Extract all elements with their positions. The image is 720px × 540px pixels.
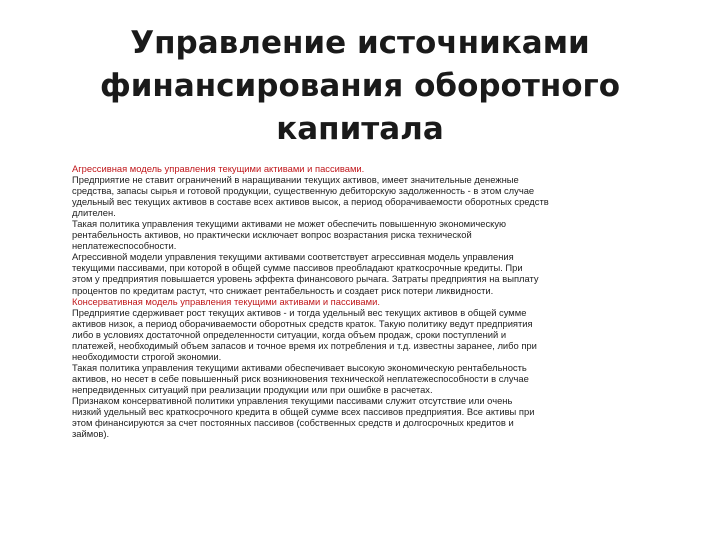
text-line: займов). [72, 428, 110, 440]
title-line: капитала [276, 111, 444, 147]
text-line: этом финансируются за счет постоянных пассивов (собственных средств и долгосрочных кредитов и [72, 417, 514, 429]
text-line: Агрессивная модель управления текущими активами и пассивами. [72, 163, 365, 174]
text-line: Такая политика управления текущими активами не может обеспечить повышенную экономическую [72, 218, 507, 230]
section-heading [72, 163, 646, 174]
title-line: финансирования оборотного [99, 68, 621, 104]
text-line: текущими пассивами, при которой в общей сумме пассивов преобладают краткосрочные кредиты. При [72, 262, 523, 274]
text-line: либо в условиях достаточной определенности ситуации, когда объем продаж, сроки поступлений и [72, 328, 507, 340]
text-line: Такая политика управления текущими активами обеспечивает высокую экономическую рентабельность [72, 361, 527, 373]
paragraph [72, 362, 646, 395]
slide-body-text [72, 163, 646, 439]
paragraph [72, 395, 646, 439]
text-line: платежей, необходимый объем запасов и точное время их потребления и т.д. известны заранее, либо при [72, 339, 537, 351]
paragraph [72, 307, 646, 362]
text-line: удельный вес текущих активов в составе всех активов высок, а период оборачиваемости оборотных средств [72, 196, 549, 208]
text-line: длителен. [72, 207, 116, 219]
text-line: Предприятие не ставит ограничений в наращивании текущих активов, имеет значительные денежные [72, 174, 519, 186]
text-line: низкий удельный вес краткосрочного кредита в общей сумме всех пассивов предприятия. Все активы при [72, 406, 535, 418]
text-line: неплатежеспособности. [72, 240, 177, 252]
text-line: активов, но несет в себе повышенный риск возникновения технической неплатежеспособности в случае [72, 372, 529, 384]
text-line: необходимости строгой экономии. [72, 350, 222, 362]
paragraph [72, 251, 646, 295]
text-line: активов низок, а период оборачиваемости оборотных средств краток. Такую политику ведут предприятия [72, 317, 533, 329]
text-line: Консервативная модель управления текущими активами и пассивами. [72, 295, 380, 307]
paragraph [72, 174, 646, 218]
text-line: средства, запасы сырья и готовой продукции, существенную дебиторскую задолженность - в этом случае [72, 185, 535, 197]
text-line: этом у предприятия повышается уровень эффекта финансового рычага. Затраты предприятия на выплату [72, 273, 539, 285]
text-line: непредвиденных ситуаций при реализации продукции или при ошибке в расчетах. [72, 383, 433, 395]
slide-title [60, 22, 660, 151]
section-heading [72, 296, 646, 307]
text-line: Признаком консервативной политики управления текущими пассивами служит отсутствие или очень [72, 394, 513, 406]
text-line: рентабельность активов, но практически исключает вопрос возрастания риска технической [72, 229, 472, 241]
text-line: процентов по кредитам растут, что снижает рентабельность и создает риск потери ликвидности. [72, 284, 494, 296]
text-line: Предприятие сдерживает рост текущих активов - и тогда удельный вес текущих активов в общей сумме [72, 306, 527, 318]
text-line: Агрессивной модели управления текущими активами соответствует агрессивная модель управления [72, 251, 514, 263]
paragraph [72, 218, 646, 251]
title-line: Управление источниками [130, 25, 590, 61]
